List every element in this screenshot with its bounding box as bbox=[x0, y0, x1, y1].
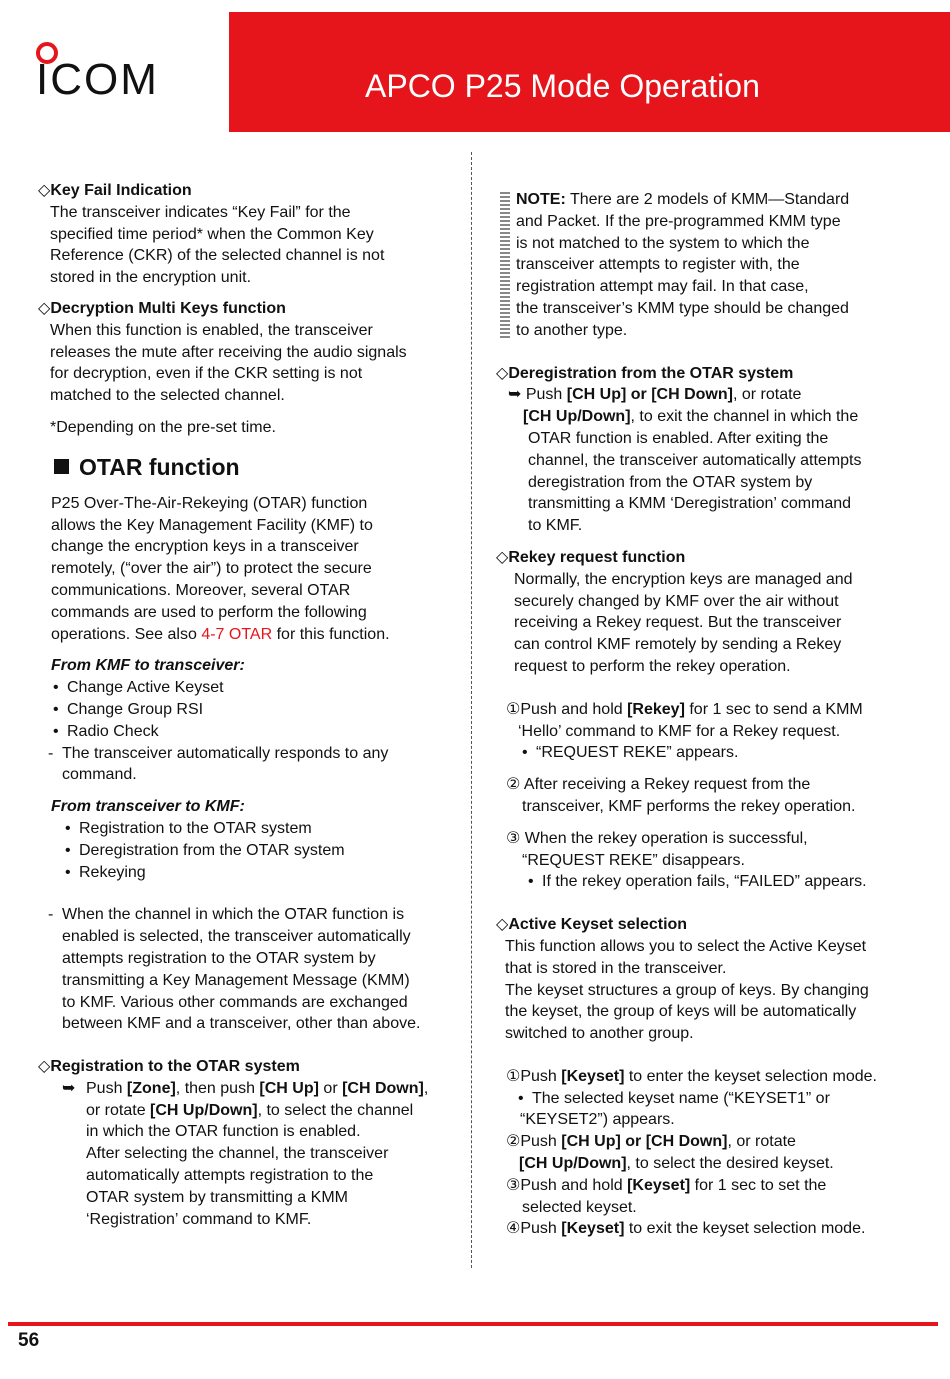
right-column bbox=[496, 189, 916, 1240]
logo-text: ICOM bbox=[36, 55, 159, 104]
registration-body: ➥ Push [Zone], then push [CH Up] or [CH Down], or rotate [CH Up/Down], to select the channel in which the OTAR function is enabled. After selecting the channel, the transceiver automatically attempts registration to the OTAR system by transmitting a KMM ‘Registration’ command to KMF. bbox=[62, 1079, 429, 1228]
from-tx-heading: From transceiver to KMF: bbox=[51, 798, 245, 816]
note-label: NOTE: bbox=[516, 191, 566, 208]
square-bullet-icon bbox=[54, 459, 69, 474]
rekey-body: Normally, the encryption keys are managed and securely changed by KMF over the air without receiving a Rekey request. But the transceiver can control KMF remotely by sending a Rekey request to perform the rekey operation. bbox=[514, 570, 853, 675]
decryption-body: When this function is enabled, the transceiver releases the mute after receiving the audio signals for decryption, even if the CKR setting is not matched to the selected channel. *Depending on the pre-set time. bbox=[38, 320, 458, 439]
rekey-heading: ◇Rekey request function bbox=[496, 548, 686, 566]
arrow-icon: ➥ bbox=[508, 386, 522, 404]
arrow-icon: ➥ bbox=[62, 1079, 76, 1097]
diamond-icon: ◇ bbox=[38, 1058, 51, 1076]
page-title: APCO P25 Mode Operation bbox=[365, 68, 760, 104]
key-fail-heading: ◇Key Fail Indication bbox=[38, 182, 192, 199]
icom-logo bbox=[36, 38, 166, 108]
list-item: • Registration to the OTAR system bbox=[63, 818, 458, 840]
list-item: • Change Group RSI bbox=[51, 699, 458, 721]
footnote: *Depending on the pre-set time. bbox=[50, 418, 276, 436]
ch-up-key: [CH Up] bbox=[259, 1079, 319, 1097]
from-kmf-note: - The transceiver automatically responds to any command. bbox=[38, 743, 458, 787]
note-bar-icon bbox=[500, 191, 510, 338]
ch-updown-key: [CH Up/Down] bbox=[150, 1101, 258, 1119]
footer-rule bbox=[8, 1322, 938, 1326]
list-item: • Change Active Keyset bbox=[51, 677, 458, 699]
from-kmf-heading: From KMF to transceiver: bbox=[51, 657, 245, 675]
from-tx-list bbox=[51, 818, 458, 883]
column-divider bbox=[471, 152, 472, 1268]
keyset-key: [Keyset] bbox=[561, 1067, 625, 1085]
channel-note: - When the channel in which the OTAR function is enabled is selected, the transceiver automatically attempts registration to the OTAR system by transmitting a Key Management Message (KMM) to KMF. Various other commands are exchanged between KMF and a transceiver, other than above. bbox=[38, 904, 458, 1035]
page-number: 56 bbox=[18, 1330, 40, 1351]
otar-reference-link[interactable]: 4-7 OTAR bbox=[201, 625, 273, 643]
keyset-body: This function allows you to select the Active Keyset that is stored in the transceiver. The keyset structures a group of keys. By changing the keyset, the group of keys will be automatically switched to another group. bbox=[505, 937, 869, 1043]
list-item: • Radio Check bbox=[51, 721, 458, 743]
list-item: • Rekeying bbox=[63, 862, 458, 884]
diamond-icon: ◇ bbox=[496, 548, 509, 566]
key-fail-body: The transceiver indicates “Key Fail” for the specified time period* when the Common Key Reference (CKR) of the selected channel is not stored in the encryption unit. bbox=[50, 203, 385, 287]
rekey-steps: ①Push and hold [Rekey] for 1 sec to send a KMM ‘Hello’ command to KMF for a Rekey request. • “REQUEST REKE” appears. ② After receiving a Rekey request from the transceiver, KMF performs the rekey operation. ③ When the rekey operation is successful, “REQUEST REKE” disappears. • If the rekey operation fails, “FAILED” appears. bbox=[496, 699, 916, 893]
left-column bbox=[38, 180, 458, 1230]
keyset-steps: ①Push [Keyset] to enter the keyset selection mode. • The selected keyset name (“KEYSET1” or “KEYSET2”) appears. ②Push [CH Up] or [CH Down], or rotate [CH Up/Down], to select the desired keyset. ③Push and hold [Keyset] for 1 sec to set the selected keyset. ④Push [Keyset] to exit the keyset selection mode. bbox=[496, 1066, 916, 1240]
diamond-icon: ◇ bbox=[38, 299, 51, 317]
ch-down-key: [CH Down] bbox=[342, 1079, 424, 1097]
diamond-icon: ◇ bbox=[496, 916, 509, 934]
from-kmf-list bbox=[51, 677, 458, 742]
otar-intro: P25 Over-The-Air-Rekeying (OTAR) function allows the Key Management Facility (KMF) to change the encryption keys in a transceiver remotely, (“over the air”) to protect the secure communications. Moreover, several OTAR commands are used to perform the following operations. See also 4-7 OTAR for this function. From KMF to transceiver: • Change Active Keyset • Change Group RSI • Radio Check bbox=[38, 493, 458, 743]
registration-heading: ◇Registration to the OTAR system bbox=[38, 1058, 300, 1076]
title-banner bbox=[229, 12, 950, 132]
decryption-heading: ◇Decryption Multi Keys function bbox=[38, 299, 286, 317]
dereg-heading: ◇Deregistration from the OTAR system bbox=[496, 364, 794, 382]
diamond-icon: ◇ bbox=[38, 182, 51, 199]
keyset-heading: ◇Active Keyset selection bbox=[496, 916, 688, 934]
diamond-icon: ◇ bbox=[496, 364, 509, 382]
dereg-body: ➥ Push [CH Up] or [CH Down], or rotate [CH Up/Down], to exit the channel in which the OTAR function is enabled. After exiting the channel, the transceiver automatically attempts deregistration from the OTAR system by transmitting a KMM ‘Deregistration’ command to KMF. bbox=[508, 386, 862, 535]
kmm-note: NOTE: There are 2 models of KMM—Standard and Packet. If the pre-programmed KMM type is not matched to the system to which the transceiver attempts to register with, the registration attempt may fail. In that case, the transceiver’s KMM type should be changed to another type. bbox=[496, 189, 916, 342]
zone-key: [Zone] bbox=[126, 1079, 176, 1097]
otar-section-title: OTAR function bbox=[54, 453, 458, 481]
rekey-key: [Rekey] bbox=[627, 700, 685, 718]
list-item: • Deregistration from the OTAR system bbox=[63, 840, 458, 862]
